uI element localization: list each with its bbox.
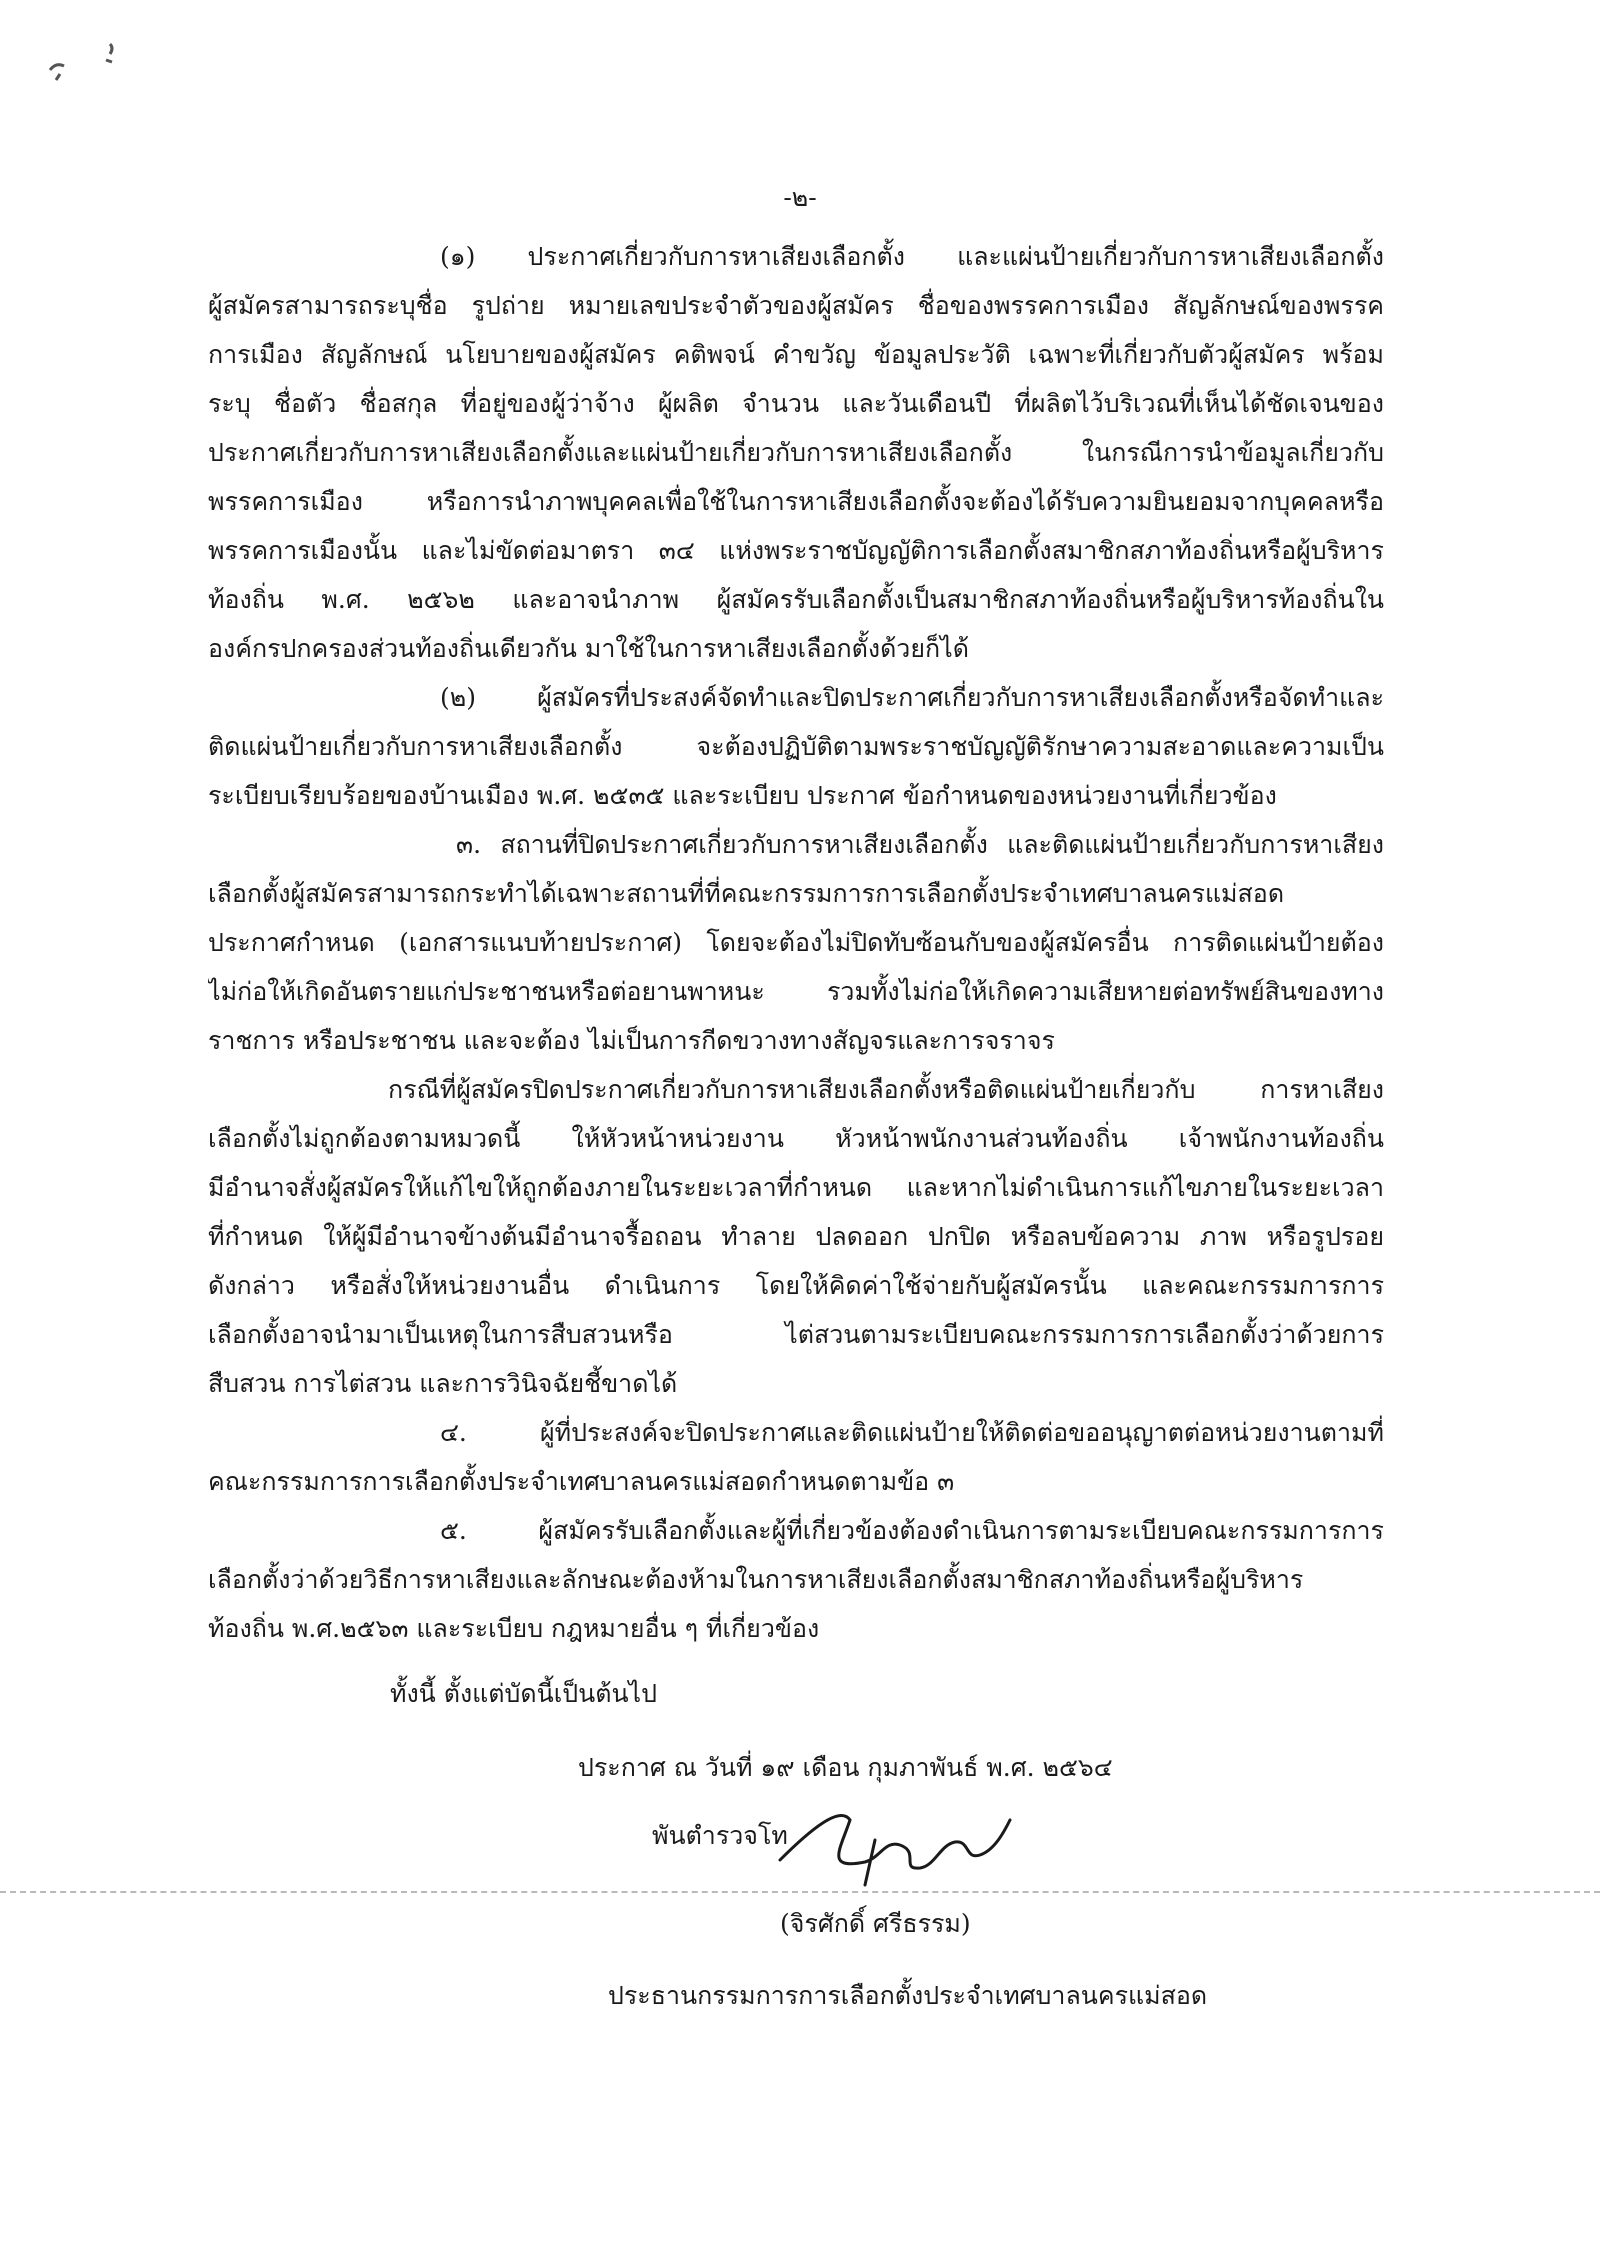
text-line: คณะกรรมการการเลือกตั้งประจำเทศบาลนครแม่สอดกำหนดตามข้อ ๓ [208, 1467, 955, 1496]
text-line: ติดแผ่นป้ายเกี่ยวกับการหาเสียงเลือกตั้ง จะต้องปฏิบัติตามพระราชบัญญัติรักษาความสะอาดและความเป็น [208, 732, 1384, 761]
scan-mark-icon [40, 30, 130, 110]
text-line: ที่กำหนด ให้ผู้มีอำนาจข้างต้นมีอำนาจรื้อถอน ทำลาย ปลดออก ปกปิด หรือลบข้อความ ภาพ หรือรูปรอย [208, 1222, 1384, 1251]
text-line: ๔. ผู้ที่ประสงค์จะปิดประกาศและติดแผ่นป้ายให้ติดต่อขออนุญาตต่อหน่วยงานตามที่ [440, 1418, 1384, 1447]
text-line: การเมือง สัญลักษณ์ นโยบายของผู้สมัคร คติพจน์ คำขวัญ ข้อมูลประวัติ เฉพาะที่เกี่ยวกับตัวผู้สมัคร พร้อม [208, 340, 1384, 369]
scan-divider [0, 1891, 1600, 1893]
signer-position: ประธานกรรมการการเลือกตั้งประจำเทศบาลนครแม่สอด [608, 1981, 1208, 2010]
signer-rank: พันตำรวจโท [652, 1821, 788, 1850]
text-line: ระเบียบเรียบร้อยของบ้านเมือง พ.ศ. ๒๕๓๕ และระเบียบ ประกาศ ข้อกำหนดของหน่วยงานที่เกี่ยวข้อง [208, 781, 1277, 810]
text-line: ๓. สถานที่ปิดประกาศเกี่ยวกับการหาเสียงเลือกตั้ง และติดแผ่นป้ายเกี่ยวกับการหาเสียง [456, 830, 1384, 859]
text-line: ท้องถิ่น พ.ศ.๒๕๖๓ และระเบียบ กฎหมายอื่น ๆ ที่เกี่ยวข้อง [208, 1614, 820, 1643]
page-number: -๒- [783, 183, 817, 212]
text-line: เลือกตั้งอาจนำมาเป็นเหตุในการสืบสวนหรือ ไต่สวนตามระเบียบคณะกรรมการการเลือกตั้งว่าด้วยการ [208, 1320, 1384, 1349]
text-line: ประกาศเกี่ยวกับการหาเสียงเลือกตั้งและแผ่นป้ายเกี่ยวกับการหาเสียงเลือกตั้ง ในกรณีการนำข้อมูลเกี่ยวกับ [208, 438, 1384, 467]
text-line: ดังกล่าว หรือสั่งให้หน่วยงานอื่น ดำเนินการ โดยให้คิดค่าใช้จ่ายกับผู้สมัครนั้น และคณะกรรมการการ [208, 1271, 1384, 1300]
closing-statement: ทั้งนี้ ตั้งแต่บัดนี้เป็นต้นไป [390, 1679, 657, 1708]
text-line: กรณีที่ผู้สมัครปิดประกาศเกี่ยวกับการหาเสียงเลือกตั้งหรือติดแผ่นป้ายเกี่ยวกับ การหาเสียง [388, 1075, 1384, 1104]
text-line: (๑) ประกาศเกี่ยวกับการหาเสียงเลือกตั้ง และแผ่นป้ายเกี่ยวกับการหาเสียงเลือกตั้ง [440, 242, 1384, 271]
text-line: พรรคการเมือง หรือการนำภาพบุคคลเพื่อใช้ในการหาเสียงเลือกตั้งจะต้องได้รับความยินยอมจากบุคคลหรือ [208, 487, 1384, 516]
text-line: ไม่ก่อให้เกิดอันตรายแก่ประชาชนหรือต่อยานพาหนะ รวมทั้งไม่ก่อให้เกิดความเสียหายต่อทรัพย์สินของทาง [208, 977, 1384, 1006]
text-line: ท้องถิ่น พ.ศ. ๒๕๖๒ และอาจนำภาพ ผู้สมัครรับเลือกตั้งเป็นสมาชิกสภาท้องถิ่นหรือผู้บริหารท้องถิ่นใน [208, 585, 1384, 614]
text-line: เลือกตั้งไม่ถูกต้องตามหมวดนี้ ให้หัวหน้าหน่วยงาน หัวหน้าพนักงานส่วนท้องถิ่น เจ้าพนักงานท้องถิ่น [208, 1124, 1384, 1153]
text-line: พรรคการเมืองนั้น และไม่ขัดต่อมาตรา ๓๔ แห่งพระราชบัญญัติการเลือกตั้งสมาชิกสภาท้องถิ่นหรือผู้บริหาร [208, 536, 1384, 565]
text-line: เลือกตั้งว่าด้วยวิธีการหาเสียงและลักษณะต้องห้ามในการหาเสียงเลือกตั้งสมาชิกสภาท้องถิ่นหรือผู้บริหาร [208, 1565, 1304, 1594]
text-line: ผู้สมัครสามารถระบุชื่อ รูปถ่าย หมายเลขประจำตัวของผู้สมัคร ชื่อของพรรคการเมือง สัญลักษณ์ของพรรค [208, 291, 1384, 320]
announcement-date: ประกาศ ณ วันที่ ๑๙ เดือน กุมภาพันธ์ พ.ศ. ๒๕๖๔ [578, 1753, 1113, 1782]
text-line: (๒) ผู้สมัครที่ประสงค์จัดทำและปิดประกาศเกี่ยวกับการหาเสียงเลือกตั้งหรือจัดทำและ [440, 683, 1384, 712]
text-line: ๕. ผู้สมัครรับเลือกตั้งและผู้ที่เกี่ยวข้องต้องดำเนินการตามระเบียบคณะกรรมการการ [440, 1516, 1384, 1545]
text-line: ระบุ ชื่อตัว ชื่อสกุล ที่อยู่ของผู้ว่าจ้าง ผู้ผลิต จำนวน และวันเดือนปี ที่ผลิตไว้บริเวณที่เห็นได้ชัดเจนของ [208, 389, 1384, 418]
signature-icon [770, 1800, 1020, 1890]
document-body [208, 232, 1384, 1653]
text-line: เลือกตั้งผู้สมัครสามารถกระทำได้เฉพาะสถานที่ที่คณะกรรมการการเลือกตั้งประจำเทศบาลนครแม่สอด [208, 879, 1285, 908]
text-line: องค์กรปกครองส่วนท้องถิ่นเดียวกัน มาใช้ในการหาเสียงเลือกตั้งด้วยก็ได้ [208, 634, 969, 663]
text-line: ราชการ หรือประชาชน และจะต้อง ไม่เป็นการกีดขวางทางสัญจรและการจราจร [208, 1026, 1055, 1055]
text-line: ประกาศกำหนด (เอกสารแนบท้ายประกาศ) โดยจะต้องไม่ปิดทับซ้อนกับของผู้สมัครอื่น การติดแผ่นป้ายต้อง [208, 928, 1384, 957]
signer-name: (จิรศักดิ์ ศรีธรรม) [780, 1909, 971, 1938]
text-line: มีอำนาจสั่งผู้สมัครให้แก้ไขให้ถูกต้องภายในระยะเวลาที่กำหนด และหากไม่ดำเนินการแก้ไขภายในระยะเวลา [208, 1173, 1384, 1202]
text-line: สืบสวน การไต่สวน และการวินิจฉัยชี้ขาดได้ [208, 1369, 678, 1398]
